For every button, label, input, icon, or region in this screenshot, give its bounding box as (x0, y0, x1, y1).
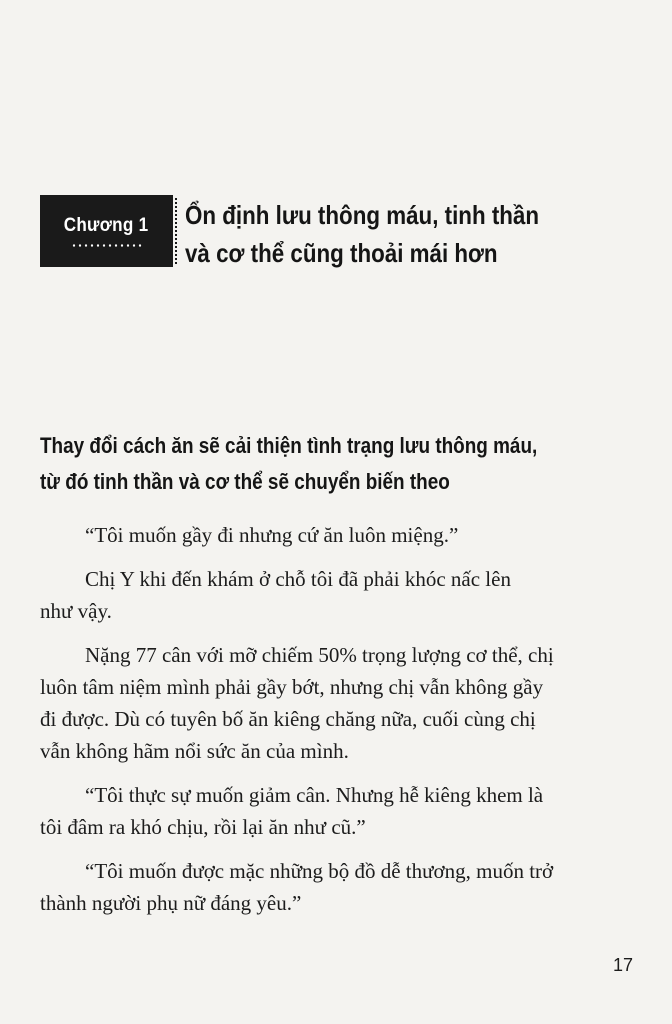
chapter-title (185, 196, 581, 272)
page-number: 17 (612, 955, 633, 975)
text-line: đi được. Dù có tuyên bố ăn kiêng chăng nữa, cuối cùng chị (40, 707, 536, 731)
text-line: “Tôi muốn được mặc những bộ đồ dễ thương, muốn trở (85, 859, 554, 883)
text-line: luôn tâm niệm mình phải gầy bớt, nhưng chị vẫn không gầy (40, 675, 544, 699)
paragraph (40, 855, 640, 919)
text-line: tôi đâm ra khó chịu, rồi lại ăn như cũ.” (40, 815, 366, 839)
body-text (40, 519, 640, 919)
chapter-badge-dots (71, 244, 143, 247)
chapter-divider (175, 198, 177, 264)
chapter-badge (40, 195, 173, 267)
text-line: Nặng 77 cân với mỡ chiếm 50% trọng lượng cơ thể, chị (85, 643, 554, 667)
text-line: thành người phụ nữ đáng yêu.” (40, 891, 302, 915)
paragraph (40, 779, 640, 843)
section-heading-line: từ đó tinh thần và cơ thể sẽ chuyển biến theo (40, 469, 450, 494)
chapter-title-line: và cơ thể cũng thoải mái hơn (185, 238, 498, 268)
text-line: “Tôi thực sự muốn giảm cân. Nhưng hễ kiêng khem là (85, 783, 544, 807)
show-through-texture (60, 110, 620, 150)
paragraph (40, 639, 640, 767)
section-heading (40, 428, 608, 500)
text-line: vẫn không hãm nổi sức ăn của mình. (40, 739, 349, 763)
text-line: như vậy. (40, 599, 112, 623)
section-heading-line: Thay đổi cách ăn sẽ cải thiện tình trạng lưu thông máu, (40, 433, 538, 458)
text-line: “Tôi muốn gầy đi nhưng cứ ăn luôn miệng.” (85, 523, 459, 547)
text-line: Chị Y khi đến khám ở chỗ tôi đã phải khóc nấc lên (85, 567, 511, 591)
paragraph (40, 519, 640, 551)
chapter-title-line: Ổn định lưu thông máu, tinh thần (185, 200, 540, 230)
chapter-label: Chương 1 (64, 215, 149, 236)
paragraph (40, 563, 640, 627)
